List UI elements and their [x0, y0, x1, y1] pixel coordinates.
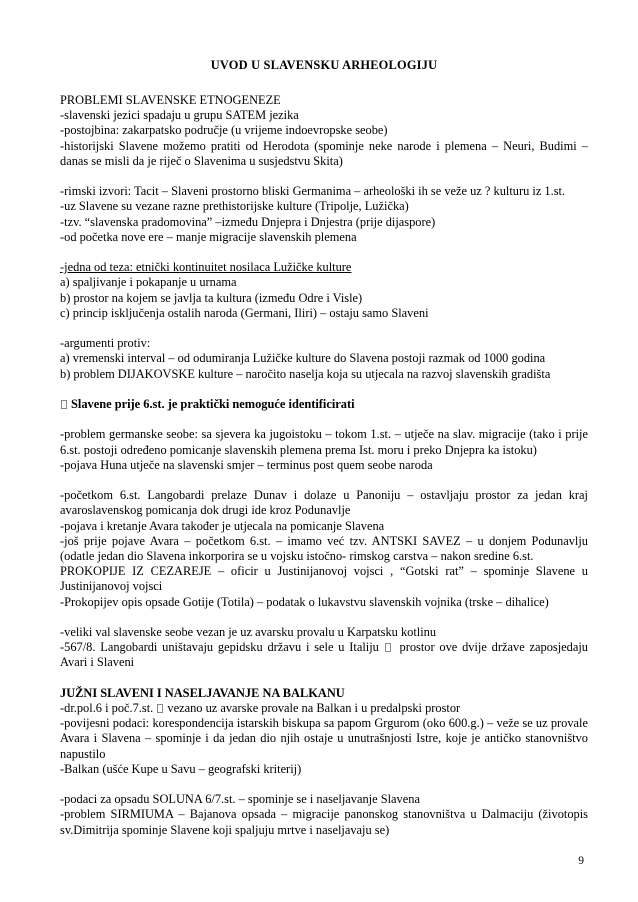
text-line: -argumenti protiv: — [60, 336, 151, 351]
text-paragraph: -problem SIRMIUMA – Bajanova opsada – migracije panonskog stanovništva u Dalmaciju (životopis sv.Dimitrija spominje Slavene koji spaljuju mrtve i naseljavaju se) — [60, 807, 588, 837]
text-line: -pojava Huna utječe na slavenski smjer – terminus post quem seobe naroda — [60, 457, 433, 472]
text-line: -postojbina: zakarpatsko područje (u vrijeme indoevropske seobe) — [60, 123, 388, 138]
text-paragraph: -početkom 6.st. Langobardi prelaze Dunav i dolaze u Panoniju – ostavljaju prostor za jedan kraj avaroslavenskog pomicanja dok drugi ide kroz Podunavlje — [60, 488, 588, 518]
text-line: c) princip isključenja ostalih naroda (Germani, Iliri) – ostaju samo Slaveni — [60, 305, 429, 320]
text-line: -veliki val slavenske seobe vezan je uz avarsku provalu u Karpatsku kotlinu — [60, 625, 437, 639]
text-line: -dr.pol.6 i poč.7.st. vezano uz avarske provale na Balkan i u predalpski prostor — [60, 701, 461, 715]
text-line: -pojava i kretanje Avara također je utjecala na pomicanje Slavena — [60, 518, 385, 533]
text-line: b) prostor na kojem se javlja ta kultura (između Odre i Visle) — [60, 290, 363, 305]
arrow-icon — [385, 643, 391, 652]
text-paragraph: -povijesni podaci: korespondencija istarskih biskupa sa papom Grgurom (oko 600.g.) – veže se uz provale Avara i Slavena – spominje i da jedan dio njih ostaje u unutrašnjosti Istre, koje je antičko stanovništvo napustilo — [60, 716, 588, 761]
text-line: -Prokopijev opis opsade Gotije (Totila) – podatak o lukavstvu slavenskih vojnika (trske – dihalice) — [60, 594, 549, 609]
text-paragraph: -problem germanske seobe: sa sjevera ka jugoistoku – tokom 1.st. – utječe na slav. migracije (tako i prije 6.st. postoji određeno pomicanje slavenskih plemena prema Ist. moru i preko Dnjepra ka istoku) — [60, 427, 588, 457]
text-paragraph: -rimski izvori: Tacit – Slaveni prostorno bliski Germanima – arheološki ih se veže uz ? kulturu iz 1.st. — [60, 184, 566, 199]
text-paragraph: -još prije pojave Avara – početkom 6.st. – imamo već tzv. ANTSKI SAVEZ – u donjem Podunavlju (odatle jedan dio Slavena inkorporira se u vojsku istočno- rimskog carstva – nakon sredine 6.st. — [60, 533, 588, 563]
text-line: b) problem DIJAKOVSKE kulture – naročito naselja koja su utjecala na razvoj slavenskih gradišta — [60, 366, 551, 381]
bold-statement: Slavene prije 6.st. je praktički nemoguće identificirati — [60, 397, 588, 412]
arrow-icon — [157, 704, 163, 713]
text-line: -Balkan (ušće Kupe u Savu – geografski kriterij) — [60, 761, 302, 776]
text-line: -podaci za opsadu SOLUNA 6/7.st. – spominje se i naseljavanje Slavena — [60, 792, 420, 807]
text-line: -tzv. “slavenska pradomovina” –između Dnjepra i Dnjestra (prije dijaspore) — [60, 214, 436, 229]
text-paragraph: -historijski Slavene možemo pratiti od Herodota (spominje neke narode i plemena – Neuri, Budimi – danas se misli da je riječ o Slavenima u susjedstvu Skita) — [60, 138, 588, 168]
text-line: -uz Slavene su vezane razne prethistorijske kulture (Tripolje, Lužička) — [60, 199, 409, 214]
arrow-icon — [61, 400, 67, 409]
text-paragraph: -567/8. Langobardi uništavaju gepidsku državu i sele u Italiju prostor ove dvije države zaposjedaju Avari i Slaveni — [60, 640, 588, 670]
text-paragraph: PROKOPIJE IZ CEZAREJE – oficir u Justinijanovoj vojsci , “Gotski rat” – spominje Slavene u Justinijanovoj vojsci — [60, 564, 588, 594]
page-number: 9 — [578, 855, 584, 867]
section-heading: PROBLEMI SLAVENSKE ETNOGENEZE — [60, 93, 281, 107]
text-line: a) vremenski interval – od odumiranja Lužičke kulture do Slavena postoji razmak od 1000 godina — [60, 351, 546, 366]
text-line: a) spaljivanje i pokapanje u urnama — [60, 275, 237, 290]
text-line: -od početka nove ere – manje migracije slavenskih plemena — [60, 229, 357, 244]
underlined-heading: -jedna od teza: etnički kontinuitet nosilaca Lužičke kulture — [60, 260, 352, 275]
page-title: UVOD U SLAVENSKU ARHEOLOGIJU — [210, 58, 438, 72]
section-heading: JUŽNI SLAVENI I NASELJAVANJE NA BALKANU — [60, 685, 345, 700]
text-line: -slavenski jezici spadaju u grupu SATEM jezika — [60, 108, 299, 123]
